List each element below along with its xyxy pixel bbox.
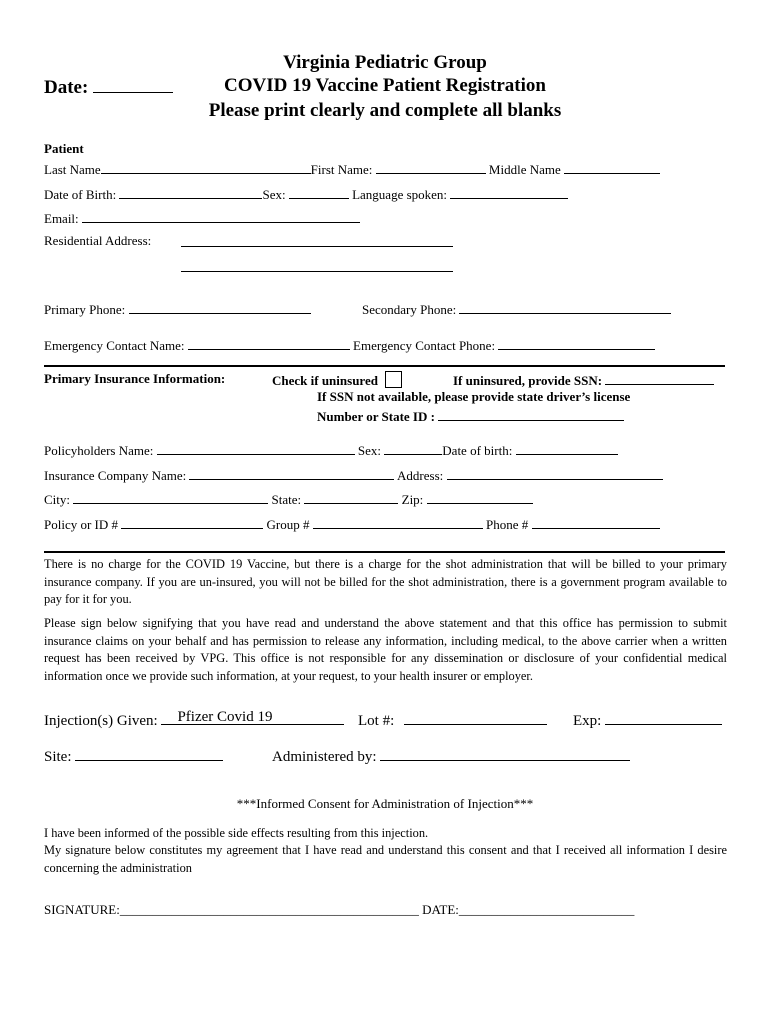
policy-label: Policy or ID #: [44, 517, 119, 532]
secondary-phone-label: Secondary Phone:: [362, 302, 457, 317]
first-name-input[interactable]: [376, 160, 486, 174]
dob-input[interactable]: [119, 185, 262, 199]
exp-label: Exp:: [573, 713, 602, 729]
policyholder-row: [44, 441, 618, 459]
policyholder-label: Policyholders Name:: [44, 443, 154, 458]
phone-label: Phone #: [486, 517, 529, 532]
address-line-2[interactable]: [181, 258, 453, 272]
state-id-input[interactable]: [438, 407, 624, 421]
ssn-note: If SSN not available, please provide state driver’s license: [317, 389, 631, 404]
insured-dob-input[interactable]: [516, 441, 618, 455]
policyholder-input[interactable]: [157, 441, 355, 455]
company-label: Insurance Company Name:: [44, 468, 187, 483]
state-label: State:: [271, 492, 302, 507]
phone-input[interactable]: [532, 515, 660, 529]
form-instruction: Please print clearly and complete all blanks: [208, 100, 562, 121]
consent-line-1: I have been informed of the possible side effects resulting from this injection.: [44, 826, 429, 840]
form-title: COVID 19 Vaccine Patient Registration: [224, 75, 546, 96]
primary-phone-input[interactable]: [129, 300, 311, 314]
email-input[interactable]: [82, 209, 360, 223]
date-field: [44, 75, 173, 99]
language-input[interactable]: [450, 185, 568, 199]
consent-heading: ***Informed Consent for Administration of Injection***: [236, 796, 534, 811]
dob-label: Date of Birth:: [44, 187, 117, 202]
site-label: Site:: [44, 749, 72, 765]
address-label: Residential Address:: [44, 233, 152, 248]
last-name-label: Last Name: [44, 162, 101, 177]
emergency-name-label: Emergency Contact Name:: [44, 338, 185, 353]
company-input[interactable]: [189, 466, 394, 480]
secondary-phone-input[interactable]: [459, 300, 671, 314]
zip-label: Zip:: [401, 492, 424, 507]
signature-date-field[interactable]: DATE:___________________________: [422, 902, 635, 917]
signature-field[interactable]: SIGNATURE:______________________________________________: [44, 902, 419, 917]
zip-input[interactable]: [427, 490, 533, 504]
administered-row: [272, 745, 630, 766]
name-row: [44, 160, 660, 178]
company-row: [44, 466, 663, 484]
section-divider-1: [44, 365, 725, 367]
uninsured-row: [272, 371, 406, 389]
ssn-row: [453, 371, 714, 389]
state-input[interactable]: [304, 490, 398, 504]
state-id-row: [317, 407, 624, 425]
email-row: [44, 209, 360, 227]
policy-row: [44, 515, 660, 533]
lot-input[interactable]: [404, 709, 547, 725]
city-row: [44, 490, 533, 508]
company-address-label: Address:: [397, 468, 444, 483]
ssn-input[interactable]: [605, 371, 714, 385]
org-name: Virginia Pediatric Group: [283, 52, 487, 73]
email-label: Email:: [44, 211, 79, 226]
ssn-label: If uninsured, provide SSN:: [453, 373, 603, 388]
address-line-1[interactable]: [181, 233, 453, 247]
primary-phone-row: [44, 300, 311, 318]
city-label: City:: [44, 492, 71, 507]
date-input[interactable]: [93, 75, 173, 93]
insurance-section-title: Primary Insurance Information:: [44, 371, 226, 386]
language-label: Language spoken:: [352, 187, 448, 202]
patient-section-title: Patient: [44, 141, 84, 156]
primary-phone-label: Primary Phone:: [44, 302, 126, 317]
insured-dob-label: Date of birth:: [442, 443, 513, 458]
consent-statement: Please sign below signifying that you have read and understand the above statement and that this office has permission to submit insurance claims on your behalf and has permission to release any information, including medical, to the above carrier when a written request has been received by VPG. This office is not responsible for any dissemination or disclosure of your confidential medical information once we provide such information, at your request, to your health insurer or employer.: [44, 616, 727, 683]
lot-row: [358, 709, 547, 730]
last-name-input[interactable]: [101, 160, 311, 174]
site-input[interactable]: [75, 745, 223, 761]
consent-line-2: My signature below constitutes my agreement that I have read and understand this consent and that I received all information I desire concerning the administration: [44, 843, 727, 875]
state-id-label: Number or State ID :: [317, 409, 435, 424]
emergency-row: [44, 336, 655, 354]
group-input[interactable]: [313, 515, 483, 529]
injection-row: [44, 709, 344, 730]
first-name-label: First Name:: [310, 162, 373, 177]
injection-given-label: Injection(s) Given:: [44, 713, 158, 729]
emergency-phone-label: Emergency Contact Phone:: [353, 338, 496, 353]
lot-label: Lot #:: [358, 713, 395, 729]
sex-input[interactable]: [289, 185, 349, 199]
uninsured-checkbox[interactable]: [385, 371, 402, 388]
emergency-phone-input[interactable]: [498, 336, 655, 350]
signature-row[interactable]: [44, 902, 634, 918]
city-input[interactable]: [73, 490, 268, 504]
middle-name-input[interactable]: [564, 160, 660, 174]
insured-sex-label: Sex:: [357, 443, 382, 458]
administered-by-label: Administered by:: [272, 749, 377, 765]
administered-by-input[interactable]: [380, 745, 630, 761]
injection-given-value: Pfizer Covid 19: [177, 709, 273, 725]
date-label: Date:: [44, 77, 89, 98]
secondary-phone-row: [362, 300, 671, 318]
check-uninsured-label: Check if uninsured: [272, 373, 378, 388]
charge-statement: There is no charge for the COVID 19 Vaccine, but there is a charge for the shot administration that will be billed to your primary insurance company. If you are un-insured, you will not be billed for the shot administration, there is a government program available to pay for it for you.: [44, 557, 727, 606]
dob-row: [44, 185, 568, 203]
middle-name-label: Middle Name: [488, 162, 561, 177]
exp-row: [573, 709, 722, 730]
site-row: [44, 745, 223, 766]
emergency-name-input[interactable]: [188, 336, 350, 350]
section-divider-2: [44, 551, 725, 553]
policy-input[interactable]: [121, 515, 263, 529]
insured-sex-input[interactable]: [384, 441, 442, 455]
sex-label: Sex:: [262, 187, 286, 202]
injection-given-input[interactable]: [161, 709, 344, 725]
group-label: Group #: [266, 517, 310, 532]
company-address-input[interactable]: [447, 466, 663, 480]
exp-input[interactable]: [605, 709, 722, 725]
